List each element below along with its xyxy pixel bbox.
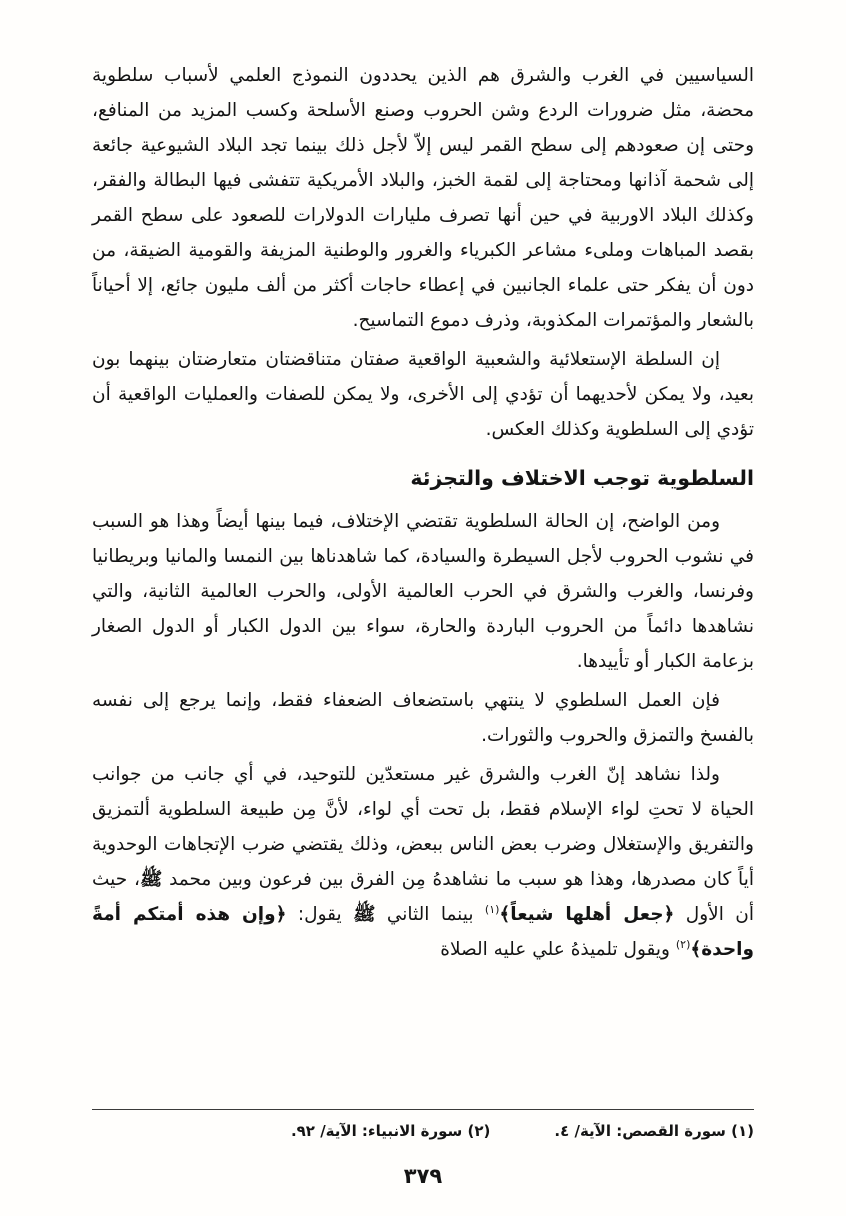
emphasized-text: ﷺ (139, 869, 163, 890)
section-heading (92, 461, 754, 496)
body-text: إن السلطة الإستعلائية والشعبية الواقعية صفتان متناقضتان متعارضتان بينهما بون بعيد، ولا يمكن لأحديهما أن تؤدي إلى الأخرى، ولا يمكن للصفات والعمليات الواقعية أن تؤدي إلى السلطوية وكذلك العكس. (92, 349, 754, 440)
body-text: السلطوية توجب الاختلاف والتجزئة (410, 466, 754, 490)
emphasized-text: ﴿جعل أهلها شيعاً﴾ (499, 904, 675, 925)
footnote: (١) سورة القصص: الآية/ ٤. (554, 1122, 754, 1140)
paragraph (92, 58, 754, 338)
body-text: ولذا نشاهد إنّ الغرب والشرق غير مستعدّين للتوحيد، في أي جانب من جوانب الحياة لا تحتِ لواء الإسلام فقط، بل تحت أي لواء، لأنَّ مِن طبيعة السلطوية ألتمزيق والتفريق والإستغلال وضرب بعض الناس ببعض، وذلك يقتضي ضرب الإتجاهات الوحدوية أياً كان مصدرها، وهذا هو سبب ما نشاهدهُ مِن الفرق بين فرعون وبين محمد (92, 764, 754, 890)
emphasized-text: ﷺ (353, 904, 376, 925)
footnote-marker: (١) (484, 902, 500, 916)
footnote-marker: (٢) (675, 937, 691, 951)
body-text: ويقول تلميذهُ علي عليه الصلاة (440, 939, 676, 960)
body-text: يقول: (286, 904, 354, 925)
page-body-text (92, 58, 754, 1095)
paragraph (92, 504, 754, 679)
paragraph (92, 757, 754, 967)
footnote: (٢) سورة الانبياء: الآية/ ٩٢. (290, 1122, 491, 1140)
paragraph (92, 683, 754, 753)
body-text: بينما الثاني (375, 904, 485, 925)
paragraph (92, 342, 754, 447)
footnote-section (92, 1109, 754, 1140)
footnote-row (92, 1122, 754, 1140)
body-text: ، حيث أن الأول (92, 869, 755, 925)
page-number: ٣٧٩ (403, 1164, 443, 1188)
body-text: ومن الواضح، إن الحالة السلطوية تقتضي الإختلاف، فيما بينها أيضاً وهذا هو السبب في نشوب الحروب لأجل السيطرة والسيادة، كما شاهدناها بين النمسا والمانيا وبريطانيا وفرنسا، والغرب والشرق في الحرب العالمية الأولى، والحرب العالمية الثانية، والتي نشاهدها دائماً من الحروب الباردة والحارة، سواء بين الدول الكبار أو الدول الصغار بزعامة الكبار أو تأييدها. (92, 511, 754, 672)
body-text: السياسيين في الغرب والشرق هم الذين يحددون النموذج العلمي لأسباب سلطوية محضة، مثل ضرورات الردع وشن الحروب وصنع الأسلحة وكسب المزيد من المنافع، وحتى إن صعودهم إلى سطح القمر ليس إلاّ لأجل ذلك بينما تجد البلاد الشيوعية جائعة إلى شحمة آذانها ومحتاجة إلى لقمة الخبز، والبلاد الأمريكية تتفشى فيها البطالة والفقر، وكذلك البلاد الاوربية في حين أنها تصرف مليارات الدولارات للصعود على سطح القمر بقصد المباهات وملىء مشاعر الكبرياء والغرور والوطنية المزيفة والقومية الضيقة، من دون أن يفكر حتى علماء الجانبين في إعطاء حاجات أكثر من ألف مليون جائع، إلا أحياناً بالشعار والمؤتمرات المكذوبة، وذرف دموع التماسيح. (92, 65, 754, 331)
body-text: فإن العمل السلطوي لا ينتهي باستضعاف الضعفاء فقط، وإنما يرجع إلى نفسه بالفسخ والتمزق والحروب والثورات. (92, 690, 754, 746)
emphasized-text: ﴿وإن هذه أمتكم أمةً واحدة﴾ (92, 904, 754, 960)
